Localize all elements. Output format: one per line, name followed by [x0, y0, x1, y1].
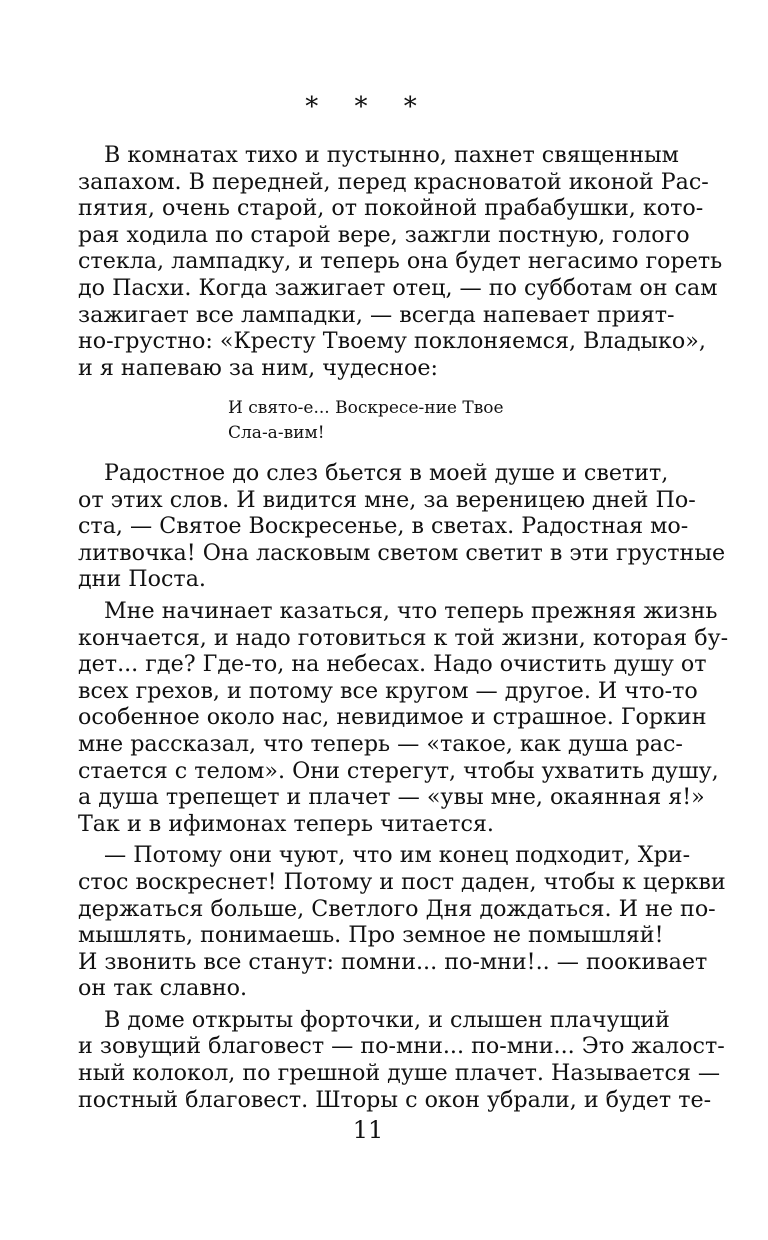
- verse-line: И свято-е... Воскресе-ние Твое: [228, 398, 504, 418]
- text-line: — Потому они чуют, что им конец подходит, Хри-: [104, 842, 691, 869]
- text-line: постный благовест. Шторы с окон убрали, и будет те-: [78, 1086, 712, 1113]
- verse-quote: [228, 396, 648, 446]
- text-line: В комнатах тихо и пустынно, пахнет священным: [104, 142, 679, 168]
- text-line: запахом. В передней, перед красноватой иконой Рас-: [78, 168, 709, 195]
- text-line: ста, — Святое Воскресенье, в светах. Радостная мо-: [78, 513, 689, 540]
- text-line: И звонить все станут: помни... по-мни!.. — поокивает: [78, 948, 708, 975]
- text-line: Так и в ифимонах теперь читается.: [78, 810, 494, 837]
- text-line: мне рассказал, что теперь — «такое, как душа рас-: [78, 730, 683, 757]
- text-line: Радостное до слез бьется в моей душе и светит,: [104, 460, 669, 486]
- paragraph-5: [78, 1006, 725, 1113]
- text-line: особенное около нас, невидимое и страшное. Горкин: [78, 704, 707, 731]
- text-line: мышлять, понимаешь. Про земное не помышляй!: [78, 922, 664, 949]
- text-line: дни Поста.: [78, 566, 206, 593]
- text-line: рая ходила по старой вере, зажгли постную, голого: [78, 221, 690, 248]
- text-line: стекла, лампадку, и теперь она будет негасимо гореть: [78, 248, 723, 275]
- section-separator: * * *: [305, 92, 431, 122]
- text-line: и зовущий благовест — по-мни... по-мни... Это жалост-: [78, 1033, 725, 1060]
- text-line: а душа трепещет и плачет — «увы мне, окаянная я!»: [78, 784, 705, 811]
- text-line: от этих слов. И видится мне, за вереницею дней По-: [78, 486, 696, 513]
- body-text: [78, 460, 729, 1118]
- text-line: до Пасхи. Когда зажигает отец, — по субботам он сам: [78, 274, 718, 301]
- text-line: литвочка! Она ласковым светом светит в эти грустные: [78, 539, 726, 566]
- text-line: ный колокол, по грешной душе плачет. Называется —: [78, 1060, 721, 1087]
- text-line: держаться больше, Светлого Дня дождаться. И не по-: [78, 895, 716, 922]
- text-line: стос воскреснет! Потому и пост даден, чтобы к церкви: [78, 868, 726, 895]
- text-line: но-грустно: «Кресту Твоему поклоняемся, Владыко»,: [78, 328, 706, 355]
- text-line: он так славно.: [78, 975, 248, 1002]
- text-line: В доме открыты форточки, и слышен плачущий: [104, 1006, 670, 1033]
- text-line: всех грехов, и потому все кругом — другое. И что-то: [78, 677, 698, 704]
- paragraph-4: [78, 842, 726, 1002]
- verse-line: Сла-а-вим!: [228, 423, 325, 443]
- text-line: дет... где? Где-то, на небесах. Надо очистить душу от: [78, 651, 707, 678]
- page-number: 11: [352, 1116, 384, 1144]
- text-line: Мне начинает казаться, что теперь прежняя жизнь: [104, 597, 718, 624]
- text-line: зажигает все лампадки, — всегда напевает прият-: [78, 301, 675, 328]
- text-line: кончается, и надо готовиться к той жизни, которая бу-: [78, 624, 729, 651]
- text-line: стается с телом». Они стерегут, чтобы ухватить душу,: [78, 757, 719, 784]
- text-line: пятия, очень старой, от покойной прабабушки, кото-: [78, 195, 704, 222]
- paragraph-1: [78, 142, 723, 381]
- paragraph-3: [78, 597, 729, 837]
- text-line: и я напеваю за ним, чудесное:: [78, 354, 438, 381]
- paragraph-2: [78, 460, 726, 593]
